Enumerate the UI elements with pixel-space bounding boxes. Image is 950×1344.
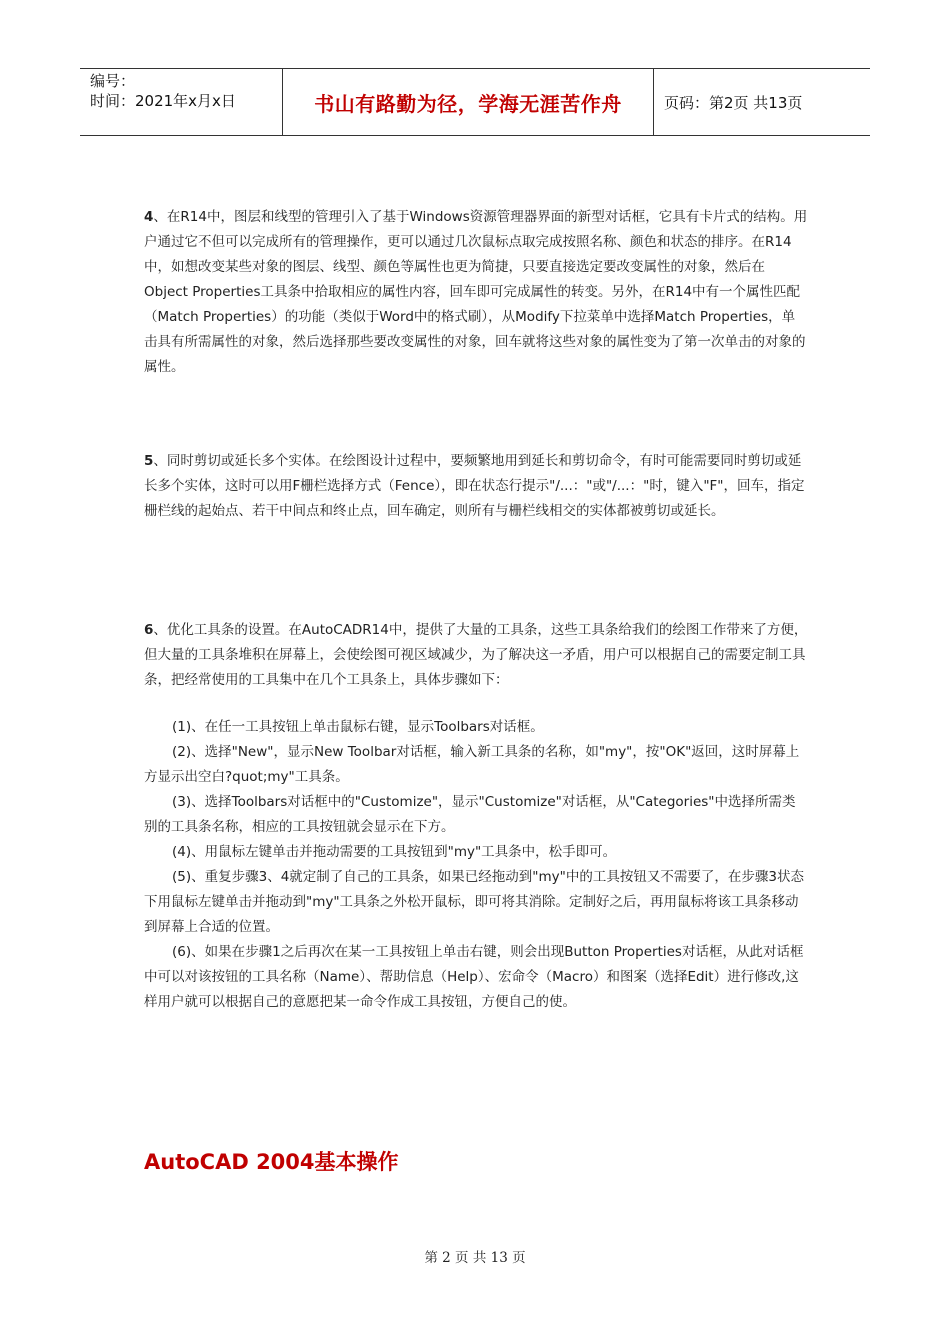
step-item: (6)、如果在步骤1之后再次在某一工具按钮上单击右键，则会出现Button Properties对话框，从此对话框中可以对该按钮的工具名称（Name）、帮助信息（Help）、宏命令（Macro）和图案（选择Edit）进行修改,这样用户就可以根据自己的意愿把某一命令作成工具按钮，方便自己的使。 [144, 944, 804, 1010]
tip-5 [144, 449, 808, 524]
tip-number: 5 [144, 453, 154, 469]
tip-text: 、在R14中，图层和线型的管理引入了基于Windows资源管理器界面的新型对话框，它具有卡片式的结构。用户通过它不但可以完成所有的管理操作，更可以通过几次鼠标点取完成按照名称、颜色和状态的排序。在R14中，如想改变某些对象的图层、线型、颜色等属性也更为简捷，只要直接选定要改变属性的对象，然后在Object Properties工具条中拾取相应的属性内容，回车即可完成属性的转变。另外，在R14中有一个属性匹配（Match Properties）的功能（类似于Word中的格式刷），从Modify下拉菜单中选择Match Properties，单击具有所需属性的对象，然后选择那些要改变属性的对象，回车就将这些对象的属性变为了第一次单击的对象的属性。 [144, 209, 808, 375]
step-item: (2)、选择"New"，显示New Toolbar对话框，输入新工具条的名称，如"my"，按"OK"返回，这时屏幕上方显示出空白?quot;my"工具条。 [144, 744, 800, 785]
step-item: (4)、用鼠标左键单击并拖动需要的工具按钮到"my"工具条中，松手即可。 [172, 844, 617, 860]
page-header [80, 68, 870, 136]
step-item: (1)、在任一工具按钮上单击鼠标右键，显示Toolbars对话框。 [172, 719, 544, 735]
header-motto: 书山有路勤为径，学海无涯苦作舟 [282, 69, 654, 135]
tip-4 [144, 205, 808, 380]
step-item: (5)、重复步骤3、4就定制了自己的工具条，如果已经拖动到"my"中的工具按钮又不需要了，在步骤3状态下用鼠标左键单击并拖动到"my"工具条之外松开鼠标，即可将其消除。定制好之后，再用鼠标将该工具条移动到屏幕上合适的位置。 [144, 869, 804, 935]
section-title: AutoCAD 2004基本操作 [144, 1150, 399, 1174]
step-item: (3)、选择Toolbars对话框中的"Customize"，显示"Customize"对话框，从"Categories"中选择所需类别的工具条名称，相应的工具按钮就会显示在下方。 [144, 794, 796, 835]
tip-text: 、同时剪切或延长多个实体。在绘图设计过程中，要频繁地用到延长和剪切命令，有时可能需要同时剪切或延长多个实体，这时可以用F栅栏选择方式（Fence），即在状态行提示"/...："或"/...："时，键入"F"，回车，指定栅栏线的起始点、若干中间点和终止点，回车确定，则所有与栅栏线相交的实体都被剪切或延长。 [144, 453, 805, 519]
tip-number: 6 [144, 622, 154, 638]
tip-6 [144, 618, 808, 693]
tip-text: 、优化工具条的设置。在AutoCADR14中，提供了大量的工具条，这些工具条给我们的绘图工作带来了方便，但大量的工具条堆积在屏幕上，会使绘图可视区域减少，为了解决这一矛盾，用户可以根据自己的需要定制工具条，把经常使用的工具集中在几个工具条上，具体步骤如下： [144, 622, 808, 688]
steps-list [144, 715, 808, 1015]
tip-number: 4 [144, 209, 154, 225]
code-label: 编号： [90, 72, 136, 90]
page-footer: 第 2 页 共 13 页 [424, 1250, 526, 1266]
header-meta [80, 69, 282, 135]
header-page-info: 页码：第2页 共13页 [664, 93, 803, 112]
date-label: 时间：2021年x月x日 [90, 92, 236, 110]
